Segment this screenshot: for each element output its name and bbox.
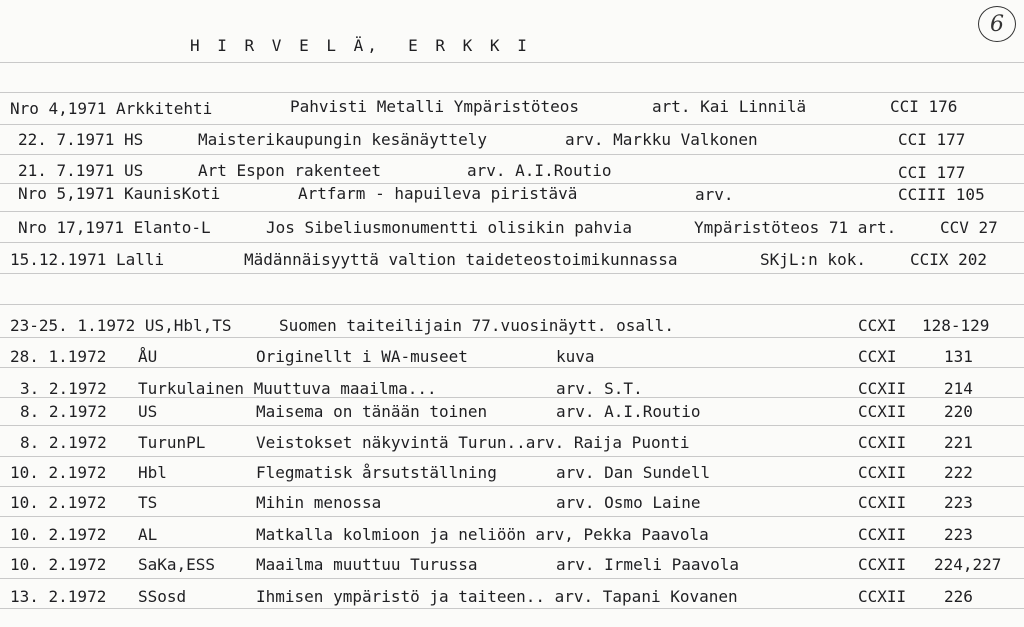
entry-page: 223 bbox=[944, 493, 973, 512]
ruled-line bbox=[0, 367, 1024, 368]
entry-date: 10. 2.1972 bbox=[10, 525, 107, 544]
ruled-line bbox=[0, 547, 1024, 548]
ruled-line bbox=[0, 273, 1024, 274]
entry-title: Turkulainen Muuttuva maailma... bbox=[138, 379, 437, 398]
ruled-line bbox=[0, 337, 1024, 338]
ruled-line bbox=[0, 211, 1024, 212]
entry-title: Flegmatisk årsutställning bbox=[256, 463, 497, 482]
entry-author: arv. A.I.Routio bbox=[467, 161, 612, 180]
entry-source: Nro 17,1971 Elanto-L bbox=[18, 218, 211, 237]
entry-paper: TS bbox=[138, 493, 158, 512]
entry-page: 220 bbox=[944, 402, 973, 421]
ruled-line bbox=[0, 92, 1024, 93]
entry-ref: CCI 176 bbox=[890, 97, 958, 116]
entry-source: 21. 7.1971 US bbox=[18, 161, 144, 180]
entry-author: arv. bbox=[695, 185, 734, 204]
entry-author: art. Kai Linnilä bbox=[652, 97, 807, 116]
ruled-line bbox=[0, 242, 1024, 243]
entry-title: Pahvisti Metalli Ympäristöteos bbox=[290, 97, 579, 116]
ruled-line bbox=[0, 304, 1024, 305]
entry-page: 224,227 bbox=[934, 555, 1002, 574]
entry-page: 226 bbox=[944, 587, 973, 606]
entry-source: Nro 4,1971 Arkkitehti bbox=[10, 99, 213, 118]
entry-date: 28. 1.1972 bbox=[10, 347, 107, 366]
ruled-line bbox=[0, 608, 1024, 609]
entry-paper: ÅU bbox=[138, 347, 158, 366]
entry-title: Jos Sibeliusmonumentti olisikin pahvia bbox=[266, 218, 633, 237]
entry-paper: US bbox=[138, 402, 158, 421]
entry-page: 214 bbox=[944, 379, 973, 398]
entry-source: Nro 5,1971 KaunisKoti bbox=[18, 184, 221, 203]
entry-title: Artfarm - hapuileva piristävä bbox=[298, 184, 578, 203]
entry-author: arv. A.I.Routio bbox=[556, 402, 701, 421]
entry-date: 8. 2.1972 bbox=[20, 402, 107, 421]
entry-volume: CCXI bbox=[858, 347, 897, 366]
entry-page: 128-129 bbox=[922, 316, 990, 335]
entry-author: arv. S.T. bbox=[556, 379, 643, 398]
entry-page: 221 bbox=[944, 433, 973, 452]
entry-title: Matkalla kolmioon ja neliöön arv, Pekka Paavola bbox=[256, 525, 709, 544]
page-number: 6 bbox=[978, 6, 1016, 42]
ruled-line bbox=[0, 456, 1024, 457]
entry-page: 131 bbox=[944, 347, 973, 366]
entry-volume: CCXII bbox=[858, 493, 907, 512]
entry-title: Maisema on tänään toinen bbox=[256, 402, 488, 421]
entry-date: 10. 2.1972 bbox=[10, 493, 107, 512]
entry-page: 223 bbox=[944, 525, 973, 544]
entry-ref: CCI 177 bbox=[898, 130, 966, 149]
entry-ref: CCIX 202 bbox=[910, 250, 988, 269]
entry-volume: CCXII bbox=[858, 525, 907, 544]
entry-title: Veistokset näkyvintä Turun..arv. Raija Puonti bbox=[256, 433, 690, 452]
entry-paper: TurunPL bbox=[138, 433, 206, 452]
entry-volume: CCXII bbox=[858, 587, 907, 606]
entry-volume: CCXII bbox=[858, 379, 907, 398]
entry-ref: CCV 27 bbox=[940, 218, 998, 237]
entry-author: Ympäristöteos 71 art. bbox=[694, 218, 897, 237]
entry-volume: CCXI bbox=[858, 316, 897, 335]
entry-title: Ihmisen ympäristö ja taiteen.. arv. Tapani Kovanen bbox=[256, 587, 738, 606]
entry-date: 10. 2.1972 bbox=[10, 555, 107, 574]
entry-date: 8. 2.1972 bbox=[20, 433, 107, 452]
entry-title: Maailma muuttuu Turussa bbox=[256, 555, 478, 574]
entry-paper: SaKa,ESS bbox=[138, 555, 216, 574]
entry-author: arv. Osmo Laine bbox=[556, 493, 701, 512]
entry-paper: Hbl bbox=[138, 463, 167, 482]
entry-source: 23-25. 1.1972 US,Hbl,TS bbox=[10, 316, 232, 335]
entry-title: Mihin menossa bbox=[256, 493, 382, 512]
entry-date: 13. 2.1972 bbox=[10, 587, 107, 606]
entry-page: 222 bbox=[944, 463, 973, 482]
entry-title: Suomen taiteilijain 77.vuosinäytt. osall. bbox=[279, 316, 674, 335]
entry-source: 15.12.1971 Lalli bbox=[10, 250, 165, 269]
entry-date: 3. 2.1972 bbox=[20, 379, 107, 398]
entry-paper: SSosd bbox=[138, 587, 187, 606]
entry-author: arv. Dan Sundell bbox=[556, 463, 711, 482]
entry-volume: CCXII bbox=[858, 463, 907, 482]
entry-title: Mädännäisyyttä valtion taideteostoimikunnassa bbox=[244, 250, 678, 269]
ruled-line bbox=[0, 578, 1024, 579]
entry-volume: CCXII bbox=[858, 433, 907, 452]
entry-author: kuva bbox=[556, 347, 595, 366]
entry-volume: CCXII bbox=[858, 402, 907, 421]
entry-ref: CCIII 105 bbox=[898, 185, 985, 204]
ruled-line bbox=[0, 62, 1024, 63]
entry-paper: AL bbox=[138, 525, 158, 544]
entry-source: 22. 7.1971 HS bbox=[18, 130, 144, 149]
ruled-line bbox=[0, 486, 1024, 487]
card-title: H I R V E L Ä, E R K K I bbox=[190, 36, 531, 55]
entry-author: SKjL:n kok. bbox=[760, 250, 866, 269]
entry-author: arv. Markku Valkonen bbox=[565, 130, 758, 149]
ruled-line bbox=[0, 516, 1024, 517]
ruled-line bbox=[0, 425, 1024, 426]
entry-ref: CCI 177 bbox=[898, 163, 966, 182]
entry-title: Art Espon rakenteet bbox=[198, 161, 382, 180]
entry-title: Maisterikaupungin kesänäyttely bbox=[198, 130, 487, 149]
ruled-line bbox=[0, 124, 1024, 125]
entry-volume: CCXII bbox=[858, 555, 907, 574]
entry-author: arv. Irmeli Paavola bbox=[556, 555, 740, 574]
entry-date: 10. 2.1972 bbox=[10, 463, 107, 482]
entry-title: Originellt i WA-museet bbox=[256, 347, 468, 366]
ruled-line bbox=[0, 154, 1024, 155]
